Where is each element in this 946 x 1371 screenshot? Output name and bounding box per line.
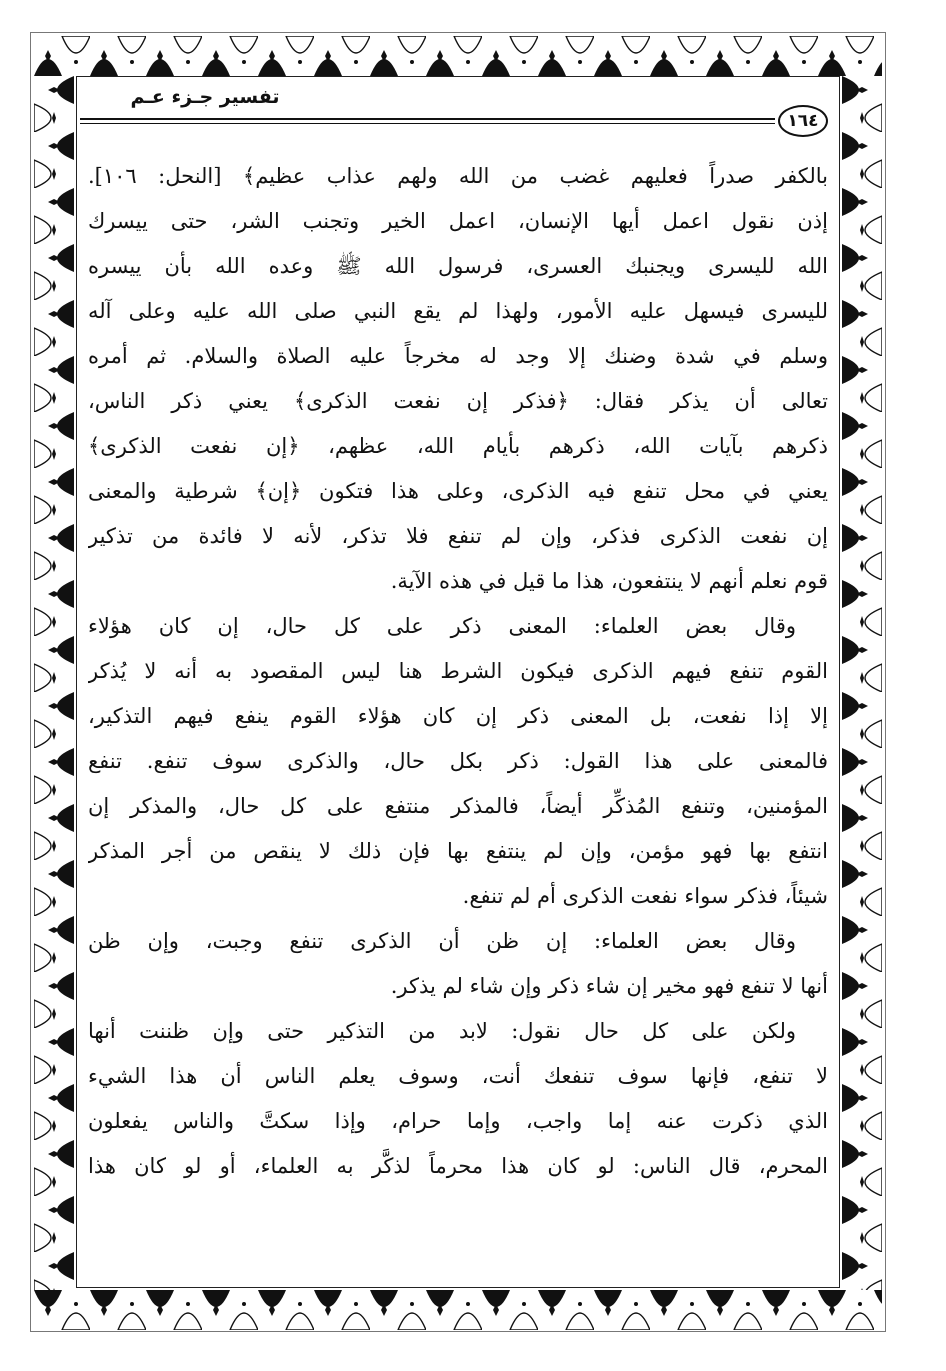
text-line: فالمعنى على هذا القول: ذكر بكل حال، والذكرى سوف تنفع. تنفع	[88, 749, 828, 773]
running-title: تفسير جـزء عـم	[130, 86, 280, 108]
text-line: المؤمنين، وتنفع المُذكِّر أيضاً، فالمذكر منتفع على كل حال، والمذكر إن	[88, 794, 828, 818]
decorative-border-right	[842, 76, 882, 1290]
page-header	[80, 84, 836, 140]
text-line: لا تنفع، فإنها سوف تنفعك أنت، وسوف يعلم الناس أن هذا الشيء	[88, 1064, 828, 1088]
text-line: وقال بعض العلماء: المعنى ذكر على كل حال، إن كان هؤلاء	[88, 614, 796, 638]
text-line: القوم تنفع فيهم الذكرى فيكون الشرط هنا ليس المقصود به أنه لا يُذكر	[88, 659, 828, 683]
page-number: ١٦٤	[778, 105, 828, 137]
text-line: يعني في محل تنفع فيه الذكرى، وعلى هذا فتكون ﴿إن﴾ شرطية والمعنى	[88, 479, 828, 503]
text-line: إذن نقول اعمل أيها الإنسان، اعمل الخير وتجنب الشر، حتى ييسرك	[88, 209, 828, 233]
text-line: قوم نعلم أنهم لا ينتفعون، هذا ما قيل في هذه الآية.	[390, 569, 828, 593]
decorative-border-bottom	[34, 1290, 882, 1330]
text-line: انتفع بها فهو مؤمن، وإن لم ينتفع بها فإن ذلك لا ينقص من أجر المذكر	[88, 839, 828, 863]
text-line: وقال بعض العلماء: إن ظن أن الذكرى تنفع وجبت، وإن ظن	[88, 929, 796, 953]
decorative-border-top	[34, 36, 882, 76]
text-line: تعالى أن يذكر فقال: ﴿فذكر إن نفعت الذكرى﴾ يعني ذكر الناس،	[88, 389, 828, 413]
text-line: وسلم في شدة وضنك إلا وجد له مخرجاً عليه الصلاة والسلام. ثم أمره	[88, 344, 828, 368]
text-line: بالكفر صدراً فعليهم غضب من الله ولهم عذاب عظيم﴾ [النحل: ١٠٦].	[88, 164, 828, 188]
header-rule	[80, 118, 775, 124]
text-line: لليسرى فيسهل عليه الأمور، ولهذا لم يقع النبي صلى الله عليه وعلى آله	[88, 299, 828, 323]
text-line: ولكن على كل حال نقول: لابد من التذكير حتى وإن ظننت أنها	[88, 1019, 796, 1043]
decorative-border-left	[34, 76, 74, 1290]
text-line: الله لليسرى ويجنبك العسرى، فرسول الله ﷺ وعده الله بأن ييسره	[88, 254, 828, 278]
text-line: أنها لا تنفع فهو مخير إن شاء ذكر وإن شاء لم يذكر.	[390, 974, 828, 998]
text-line: المحرم، قال الناس: لو كان هذا محرماً لذكَّر به العلماء، أو لو كان هذا	[88, 1154, 828, 1178]
text-line: الذي ذكرت عنه إما واجب، وإما حرام، وإذا سكتَّ والناس يفعلون	[88, 1109, 828, 1133]
text-line: إلا إذا نفعت، بل المعنى ذكر إن كان هؤلاء القوم ينفع فيهم التذكير،	[88, 704, 828, 728]
text-line: إن نفعت الذكرى فذكر، وإن لم تنفع فلا تذكر، لأنه لا فائدة من تذكير	[88, 524, 828, 548]
text-line: شيئاً، فذكر سواء نفعت الذكرى أم لم تنفع.	[462, 884, 828, 908]
body-text	[88, 154, 828, 1189]
text-line: ذكرهم بآيات الله، ذكرهم بأيام الله، عظهم، ﴿إن نفعت الذكرى﴾	[88, 434, 828, 458]
